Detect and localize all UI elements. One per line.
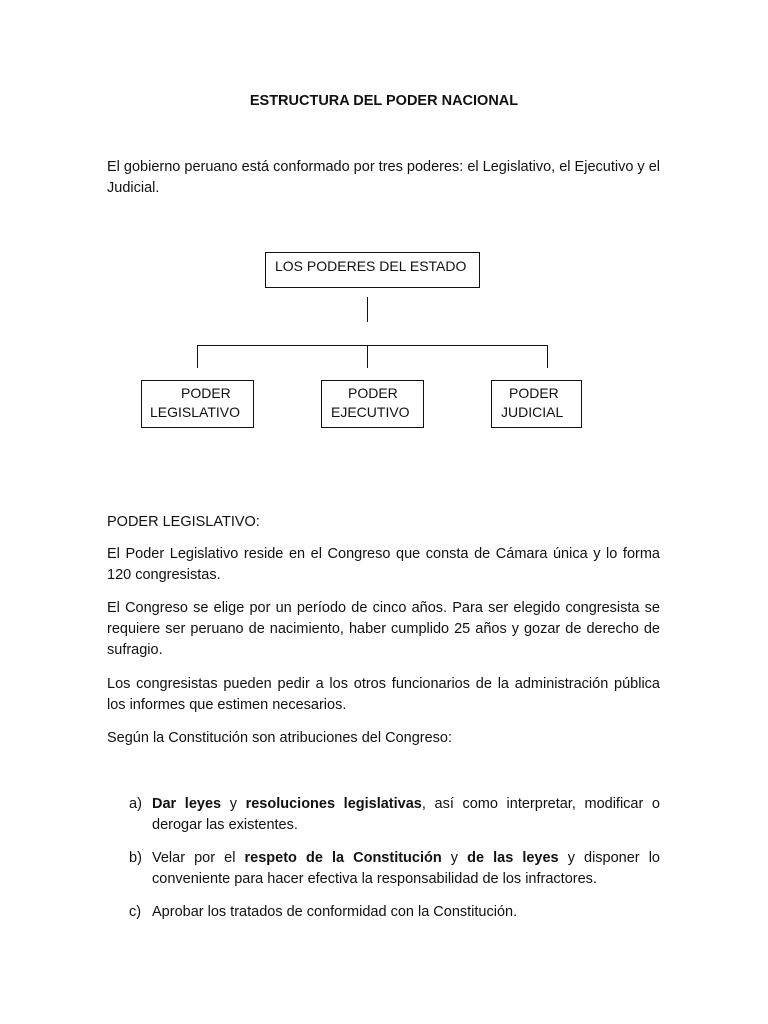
box-judicial (491, 380, 582, 428)
paragraph-2: El Congreso se elige por un período de cinco años. Para ser elegido congresista se requiere ser peruano de nacimiento, haber cumplido 25 años y gozar de derecho de sufragio. (107, 600, 660, 658)
box-legislativo-line2: LEGISLATIVO (150, 404, 240, 420)
document-title: ESTRUCTURA DEL PODER NACIONAL (249, 93, 519, 109)
section-heading: PODER LEGISLATIVO: (107, 514, 260, 530)
list-text (152, 848, 660, 890)
box-legislativo (141, 380, 254, 428)
list-text-run: Aprobar los tratados de conformidad con la Constitución. (152, 904, 518, 920)
list-text-run: y (221, 796, 246, 812)
list-text-bold-run: de las leyes (467, 850, 559, 866)
box-ejecutivo (321, 380, 424, 428)
connector-horizontal (197, 345, 548, 346)
list-text-bold-run: resoluciones legislativas (245, 796, 422, 812)
list-marker: a) (129, 796, 142, 812)
list-text (152, 902, 660, 923)
list-text-run: y disponer lo conveniente para hacer efectiva la responsabilidad de los infractores. (152, 850, 660, 887)
box-legislativo-line1: PODER (181, 385, 231, 401)
list-text-run: , así como interpretar, modificar o derogar las existentes. (152, 796, 660, 833)
list-text-bold-run: respeto de la Constitución (244, 850, 442, 866)
paragraph-1: El Poder Legislativo reside en el Congreso que consta de Cámara única y lo forma 120 congresistas. (107, 546, 660, 583)
connector-middle (367, 345, 368, 368)
connector-left (197, 345, 198, 368)
paragraph-4: Según la Constitución son atribuciones del Congreso: (107, 730, 452, 746)
list-text-run: y (441, 850, 468, 866)
list-text-run: Velar por el (152, 850, 245, 866)
box-ejecutivo-line1: PODER (348, 385, 398, 401)
list-text (152, 794, 660, 836)
box-judicial-line2: JUDICIAL (501, 404, 564, 420)
connector-right (547, 345, 548, 368)
list-marker: c) (129, 904, 142, 920)
connector-vertical-root (367, 297, 368, 322)
intro-paragraph: El gobierno peruano está conformado por tres poderes: el Legislativo, el Ejecutivo y el Judicial. (107, 159, 660, 196)
root-box-label: LOS PODERES DEL ESTADO (275, 258, 467, 274)
paragraph-3: Los congresistas pueden pedir a los otros funcionarios de la administración pública los informes que estimen necesarios. (107, 676, 660, 713)
root-box (265, 252, 480, 288)
box-judicial-line1: PODER (509, 385, 559, 401)
box-ejecutivo-line2: EJECUTIVO (331, 404, 410, 420)
list-marker: b) (129, 850, 142, 866)
list-text-bold-run: Dar leyes (152, 796, 222, 812)
